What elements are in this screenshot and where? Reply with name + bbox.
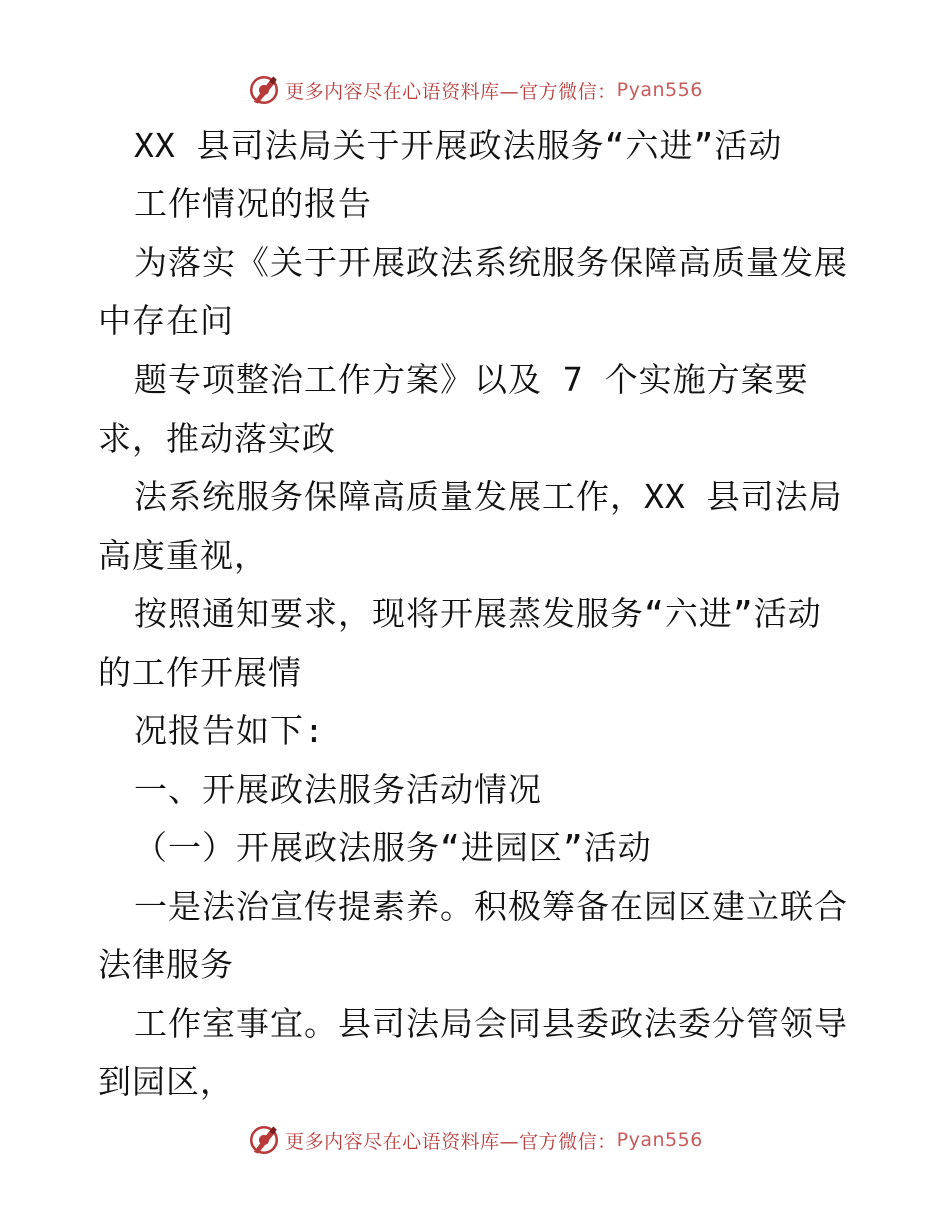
paragraph-line: 到园区， — [98, 1062, 234, 1101]
document-title-line-2: 工作情况的报告 — [134, 184, 372, 223]
paragraph-line: 的工作开展情 — [98, 653, 302, 692]
paragraph-line: 按照通知要求，现将开展蒸发服务“六进”活动 — [134, 594, 822, 633]
paragraph-line: 况报告如下: — [134, 711, 325, 750]
paragraph-line: 中存在问 — [98, 301, 234, 340]
watermark-handle: Pyan556 — [616, 1129, 703, 1151]
watermark-text: 更多内容尽在心语资料库—官方微信： — [285, 1130, 617, 1153]
paragraph-line: 工作室事宜。县司法局会同县委政法委分管领导 — [134, 1004, 848, 1043]
watermark-handle: Pyan556 — [616, 79, 703, 101]
paragraph-line: 求，推动落实政 — [98, 419, 336, 458]
paragraph-line: 高度重视， — [98, 536, 268, 575]
pen-logo-icon — [247, 73, 281, 107]
paragraph-line: 题专项整治工作方案》以及 7 个实施方案要 — [134, 360, 809, 399]
document-title-line-1: XX 县司法局关于开展政法服务“六进”活动 — [134, 126, 783, 165]
watermark-banner-bottom — [0, 1120, 950, 1160]
paragraph-line: 为落实《关于开展政法系统服务保障高质量发展 — [134, 243, 848, 282]
watermark-text: 更多内容尽在心语资料库—官方微信： — [285, 80, 617, 103]
paragraph-line: 法系统服务保障高质量发展工作，XX 县司法局 — [134, 477, 843, 516]
pen-logo-icon — [247, 1123, 281, 1157]
subsection-heading: （一）开展政法服务“进园区”活动 — [134, 828, 652, 867]
watermark-banner-top — [0, 70, 950, 110]
section-heading: 一、开展政法服务活动情况 — [134, 770, 542, 809]
paragraph-line: 一是法治宣传提素养。积极筹备在园区建立联合 — [134, 887, 848, 926]
paragraph-line: 法律服务 — [98, 945, 234, 984]
